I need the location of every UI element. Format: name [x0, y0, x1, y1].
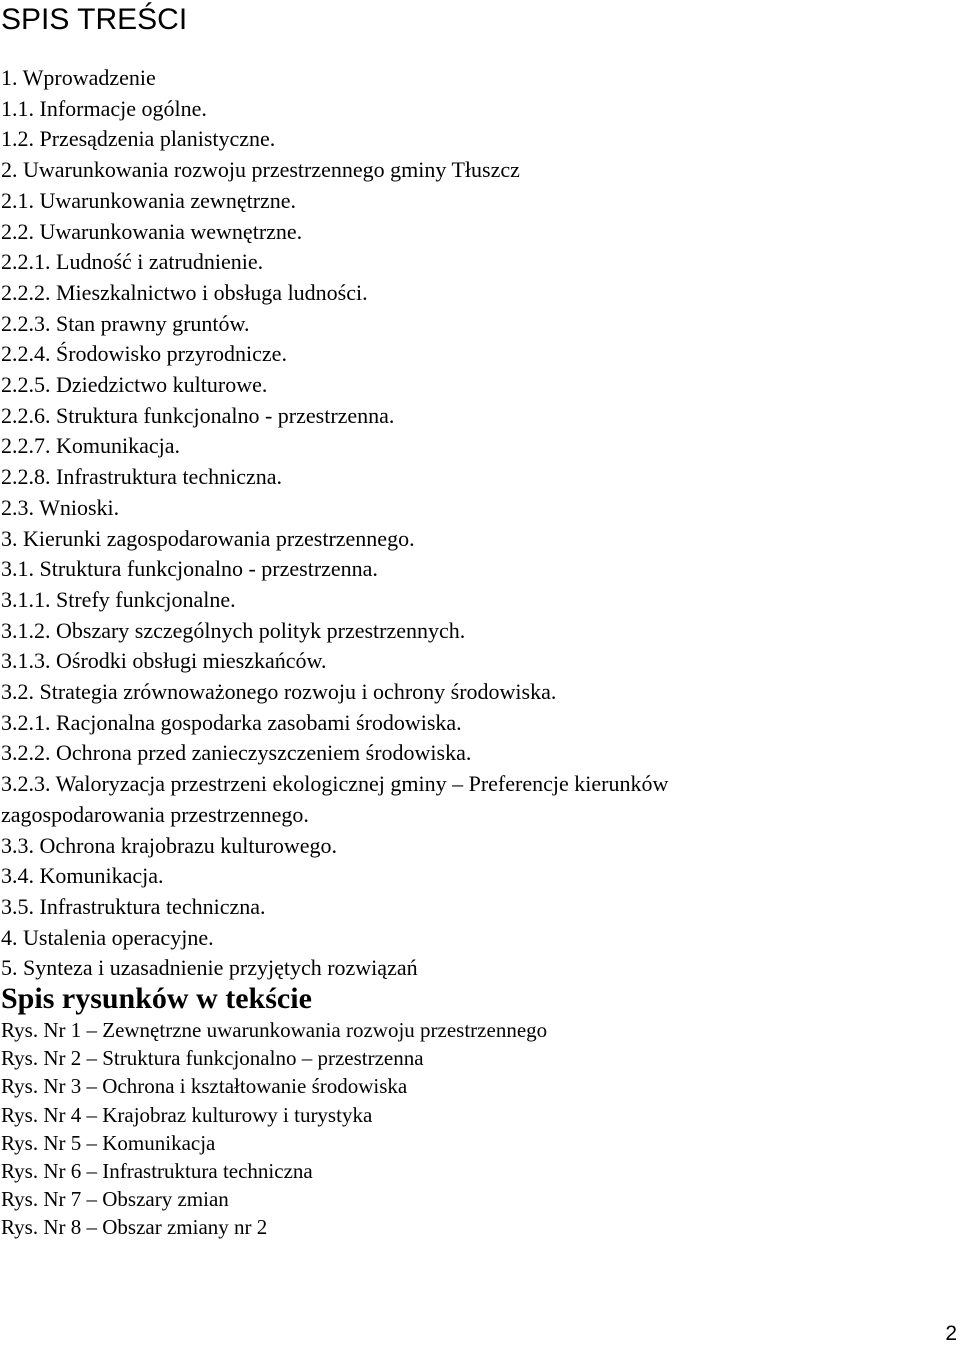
toc-entry: 2.2.1. Ludność i zatrudnienie. — [1, 249, 264, 275]
toc-entry: 2.2.5. Dziedzictwo kulturowe. — [1, 372, 268, 398]
toc-entry: 3.4. Komunikacja. — [1, 863, 164, 889]
figure-entry: Rys. Nr 3 – Ochrona i kształtowanie środowiska — [1, 1074, 408, 1099]
figure-entry: Rys. Nr 2 – Struktura funkcjonalno – przestrzenna — [1, 1046, 424, 1071]
toc-entry: 2.2.4. Środowisko przyrodnicze. — [1, 341, 287, 367]
toc-entry: 5. Synteza i uzasadnienie przyjętych rozwiązań — [1, 955, 418, 981]
toc-entry: 1.2. Przesądzenia planistyczne. — [1, 126, 276, 152]
toc-entry: 1. Wprowadzenie — [1, 65, 156, 90]
figure-entry: Rys. Nr 8 – Obszar zmiany nr 2 — [1, 1215, 268, 1240]
toc-entry: 3.2.2. Ochrona przed zanieczyszczeniem środowiska. — [1, 740, 472, 766]
page-title: SPIS TREŚCI — [1, 3, 188, 36]
toc-entry: 4. Ustalenia operacyjne. — [1, 924, 214, 950]
toc-entry: 2.2.8. Infrastruktura techniczna. — [1, 464, 282, 490]
toc-entry: 2.1. Uwarunkowania zewnętrzne. — [1, 187, 297, 213]
toc-entry: 2.2.3. Stan prawny gruntów. — [1, 310, 250, 336]
toc-entry: 2.2. Uwarunkowania wewnętrzne. — [1, 218, 303, 244]
page-number: 2 — [945, 1322, 957, 1345]
toc-entry: 3.1.1. Strefy funkcjonalne. — [1, 586, 236, 612]
toc-entry: 3.1.2. Obszary szczególnych polityk przestrzennych. — [1, 617, 466, 643]
toc-entry: 3. Kierunki zagospodarowania przestrzennego. — [1, 525, 415, 551]
toc-entry: 2.2.6. Struktura funkcjonalno - przestrzenna. — [1, 402, 395, 428]
toc-entry: 3.3. Ochrona krajobrazu kulturowego. — [1, 832, 338, 858]
toc-entry: 3.2. Strategia zrównoważonego rozwoju i ochrony środowiska. — [1, 679, 557, 705]
toc-entry: 2.3. Wnioski. — [1, 494, 120, 520]
figure-entry: Rys. Nr 1 – Zewnętrzne uwarunkowania rozwoju przestrzennego — [1, 1018, 548, 1042]
figure-entry: Rys. Nr 4 – Krajobraz kulturowy i turystyka — [1, 1102, 373, 1127]
table-of-contents — [1, 63, 951, 984]
figure-entry: Rys. Nr 6 – Infrastruktura techniczna — [1, 1159, 313, 1184]
toc-entry: 3.2.3. Waloryzacja przestrzeni ekologicznej gminy – Preferencje kierunków zagospodarowania przestrzennego. — [1, 771, 669, 827]
list-of-figures — [1, 1016, 547, 1242]
figure-entry: Rys. Nr 7 – Obszary zmian — [1, 1187, 229, 1212]
toc-entry: 3.5. Infrastruktura techniczna. — [1, 893, 266, 919]
toc-entry: 3.1. Struktura funkcjonalno - przestrzenna. — [1, 556, 378, 582]
toc-entry: 3.2.1. Racjonalna gospodarka zasobami środowiska. — [1, 709, 462, 735]
toc-entry: 1.1. Informacje ogólne. — [1, 95, 207, 121]
toc-entry: 2.2.7. Komunikacja. — [1, 433, 181, 459]
figure-entry: Rys. Nr 5 – Komunikacja — [1, 1130, 216, 1155]
toc-entry: 2.2.2. Mieszkalnictwo i obsługa ludności. — [1, 279, 368, 305]
figures-heading: Spis rysunków w tekście — [1, 982, 312, 1015]
toc-entry: 3.1.3. Ośrodki obsługi mieszkańców. — [1, 648, 327, 674]
toc-entry: 2. Uwarunkowania rozwoju przestrzennego gminy Tłuszcz — [1, 157, 520, 183]
